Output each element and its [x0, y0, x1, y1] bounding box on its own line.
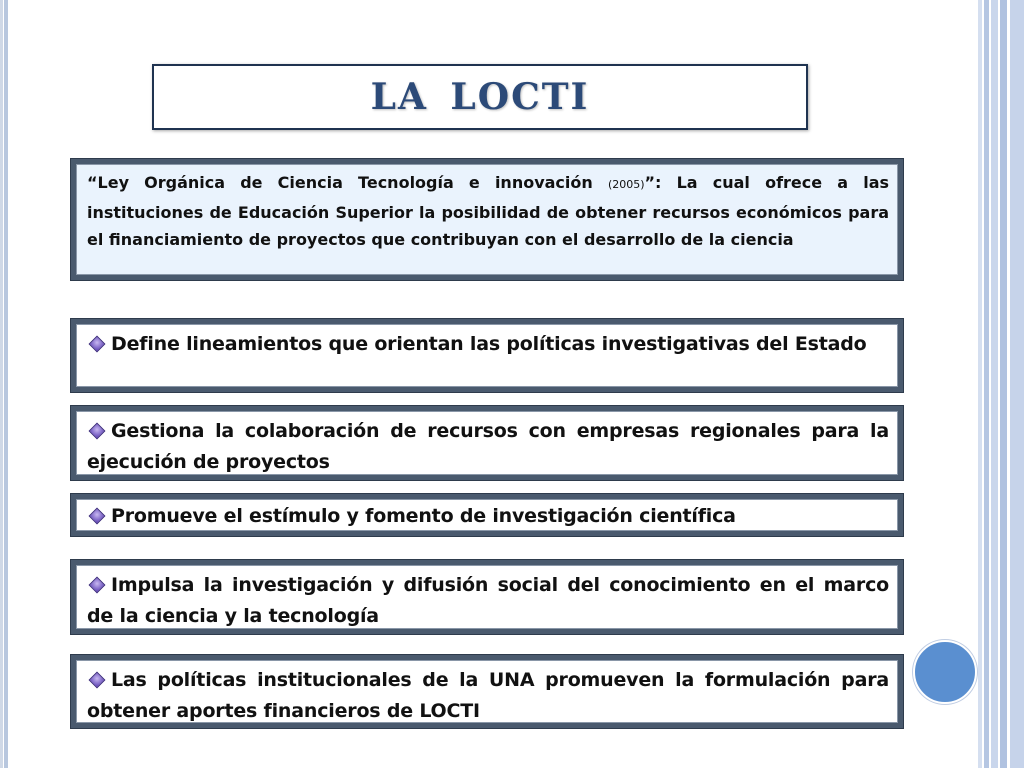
title-box [152, 64, 808, 130]
bullet-box-5 [70, 654, 904, 729]
bullet-text-1: Define lineamientos que orientan las políticas investigativas del Estado [111, 333, 867, 355]
bullet-text-4: Impulsa la investigación y difusión social del conocimiento en el marco de la ciencia y la tecnología [87, 574, 889, 627]
diamond-bullet-icon [89, 507, 106, 524]
right-decorative-stripes [974, 0, 1024, 768]
bullet-box-inner [76, 660, 898, 723]
diamond-bullet-icon [89, 576, 106, 593]
bullet-box-inner [76, 411, 898, 475]
intro-box-inner [76, 164, 898, 275]
bullet-item [87, 329, 889, 360]
intro-box [70, 158, 904, 281]
bullet-box-3 [70, 493, 904, 537]
intro-paragraph [87, 169, 889, 254]
diamond-bullet-icon [89, 671, 106, 688]
intro-quote-end: ”: [644, 173, 677, 192]
diamond-bullet-icon [89, 335, 106, 352]
bullet-item [87, 416, 889, 478]
bullet-item [87, 570, 889, 632]
intro-quote: “Ley Orgánica de Ciencia Tecnología e innovación [87, 173, 608, 192]
bullet-text-3: Promueve el estímulo y fomento de investigación científica [111, 505, 736, 527]
bullet-box-2 [70, 405, 904, 481]
bullet-box-1 [70, 318, 904, 393]
intro-text: La cual ofrece a las instituciones de Educación Superior la posibilidad de obtener recursos económicos para el financiamiento de proyectos que contribuyan con el desarrollo de la ciencia [87, 173, 890, 249]
decorative-circle [913, 640, 977, 704]
bullet-box-inner [76, 499, 898, 531]
bullet-box-inner [76, 324, 898, 387]
bullet-text-5: Las políticas institucionales de la UNA promueven la formulación para obtener aportes financieros de LOCTI [87, 669, 889, 722]
bullet-item [87, 502, 889, 530]
bullet-box-inner [76, 565, 898, 629]
intro-year: (2005) [607, 178, 645, 191]
bullet-item [87, 665, 889, 727]
bullet-text-2: Gestiona la colaboración de recursos con empresas regionales para la ejecución de proyectos [87, 420, 889, 473]
left-decorative-stripe [0, 0, 12, 768]
diamond-bullet-icon [89, 422, 106, 439]
bullet-box-4 [70, 559, 904, 635]
slide-title: LA LOCTI [370, 76, 590, 118]
